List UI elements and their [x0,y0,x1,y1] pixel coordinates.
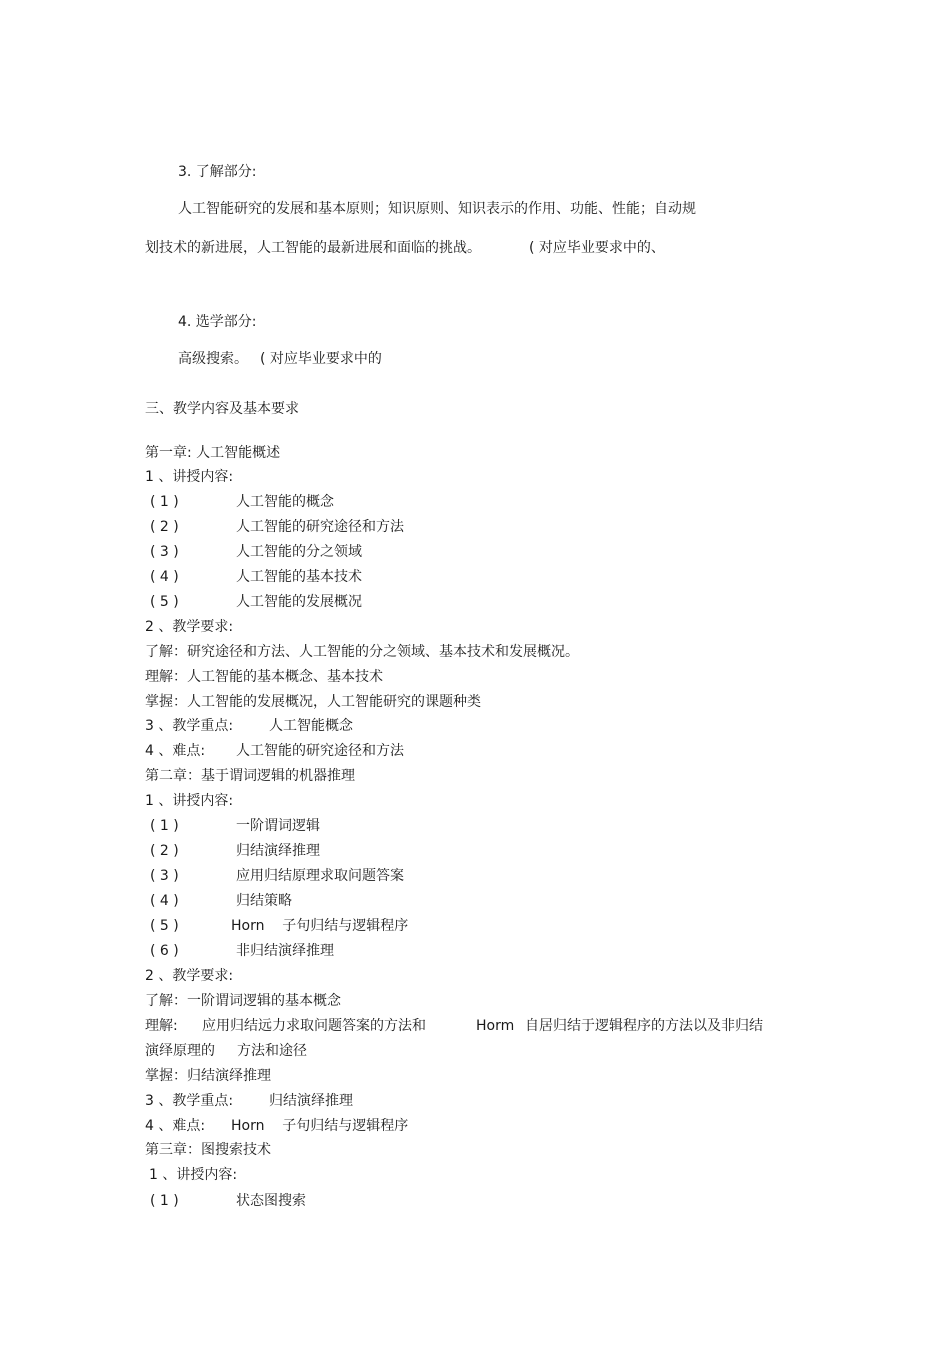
key-label: 3 、教学重点: [145,718,234,734]
chapter-2-content-label: 1 、讲授内容: [145,793,234,809]
list-text: 人工智能的研究途径和方法 [236,519,404,535]
paragraph-note: ( 对应毕业要求中的 [260,351,382,367]
list-item [150,867,404,885]
list-item [150,493,334,511]
list-number: ( 6 ) [150,943,179,959]
chapter-1-comprehend: 理解：人工智能的基本概念、基本技术 [145,669,383,685]
chapter-2-master: 掌握：归结演绎推理 [145,1068,271,1084]
chapter-2-comprehend-line1 [145,1017,763,1035]
list-text: 人工智能的基本技术 [236,569,362,585]
list-number: ( 5 ) [150,918,179,934]
paragraph-text: 划技术的新进展，人工智能的最新进展和面临的挑战。 [145,240,481,256]
list-item [150,942,334,960]
list-item [150,1192,306,1210]
list-text: Horn 子句归结与逻辑程序 [231,918,409,934]
chapter-2-title: 第二章：基于谓词逻辑的机器推理 [145,768,355,784]
paragraph-text: 高级搜索。 [178,351,248,367]
comprehend-text: 应用归结远力求取问题答案的方法和 [202,1018,426,1034]
list-number: ( 5 ) [150,594,179,610]
chapter-1-title: 第一章: 人工智能概述 [145,445,281,461]
difficulty-text: Horn 子句归结与逻辑程序 [231,1118,409,1134]
section-4-paragraph [178,350,382,368]
chapter-3-title: 第三章：图搜索技术 [145,1142,271,1158]
list-text: 非归结演绎推理 [236,943,334,959]
key-label: 3 、教学重点: [145,1093,234,1109]
list-item [150,518,404,536]
list-item [150,817,320,835]
key-text: 归结演绎推理 [269,1093,353,1109]
list-item [150,917,408,935]
paragraph-note: ( 对应毕业要求中的、 [529,240,665,256]
list-number: ( 1 ) [150,494,179,510]
list-number: ( 3 ) [150,544,179,560]
difficulty-label: 4 、难点: [145,743,206,759]
chapter-2-difficulty [145,1117,408,1135]
chapter-2-understand: 了解：一阶谓词逻辑的基本概念 [145,993,341,1009]
chapter-1-content-label: 1 、讲授内容: [145,469,234,485]
section-3-paragraph-line1: 人工智能研究的发展和基本原则；知识原则、知识表示的作用、功能、性能；自动规 [178,201,696,217]
list-number: ( 2 ) [150,519,179,535]
list-text: 归结演绎推理 [236,843,320,859]
list-text: 状态图搜索 [236,1193,306,1209]
list-item [150,892,292,910]
comprehend-text-cont: 自居归结于逻辑程序的方法以及非归结 [525,1018,763,1034]
chapter-1-requirements-label: 2 、教学要求: [145,619,234,635]
list-text: 归结策略 [236,893,292,909]
chapter-2-key-point [145,1092,353,1110]
list-number: ( 4 ) [150,893,179,909]
list-item [150,543,362,561]
list-number: ( 4 ) [150,569,179,585]
list-text: 一阶谓词逻辑 [236,818,320,834]
comprehend-text: 演绎原理的 [145,1043,215,1059]
section-4-heading: 4. 选学部分: [178,314,257,330]
list-item [150,568,362,586]
chapter-2-requirements-label: 2 、教学要求: [145,968,234,984]
section-3-heading: 3. 了解部分: [178,164,257,180]
list-text: 应用归结原理求取问题答案 [236,868,404,884]
list-number: ( 3 ) [150,868,179,884]
difficulty-text: 人工智能的研究途径和方法 [236,743,404,759]
chapter-1-key-point [145,717,353,735]
comprehend-label: 理解: [145,1018,178,1034]
comprehend-text-cont: 方法和途径 [237,1043,307,1059]
list-item [150,593,362,611]
list-number: ( 1 ) [150,818,179,834]
list-text: 人工智能的概念 [236,494,334,510]
chapter-3-content-label: 1 、讲授内容: [149,1167,238,1183]
list-item [150,842,320,860]
chapter-1-understand: 了解：研究途径和方法、人工智能的分之领域、基本技术和发展概况。 [145,644,579,660]
list-text: 人工智能的发展概况 [236,594,362,610]
chapter-2-comprehend-line2 [145,1042,307,1060]
list-number: ( 2 ) [150,843,179,859]
difficulty-label: 4 、难点: [145,1118,206,1134]
chapter-1-difficulty [145,742,404,760]
section-3-paragraph-line2 [145,239,665,257]
comprehend-term: Horm [476,1018,515,1034]
list-text: 人工智能的分之领域 [236,544,362,560]
key-text: 人工智能概念 [269,718,353,734]
chapter-1-master: 掌握：人工智能的发展概况，人工智能研究的课题种类 [145,694,481,710]
section-title: 三、教学内容及基本要求 [145,401,299,417]
list-number: ( 1 ) [150,1193,179,1209]
